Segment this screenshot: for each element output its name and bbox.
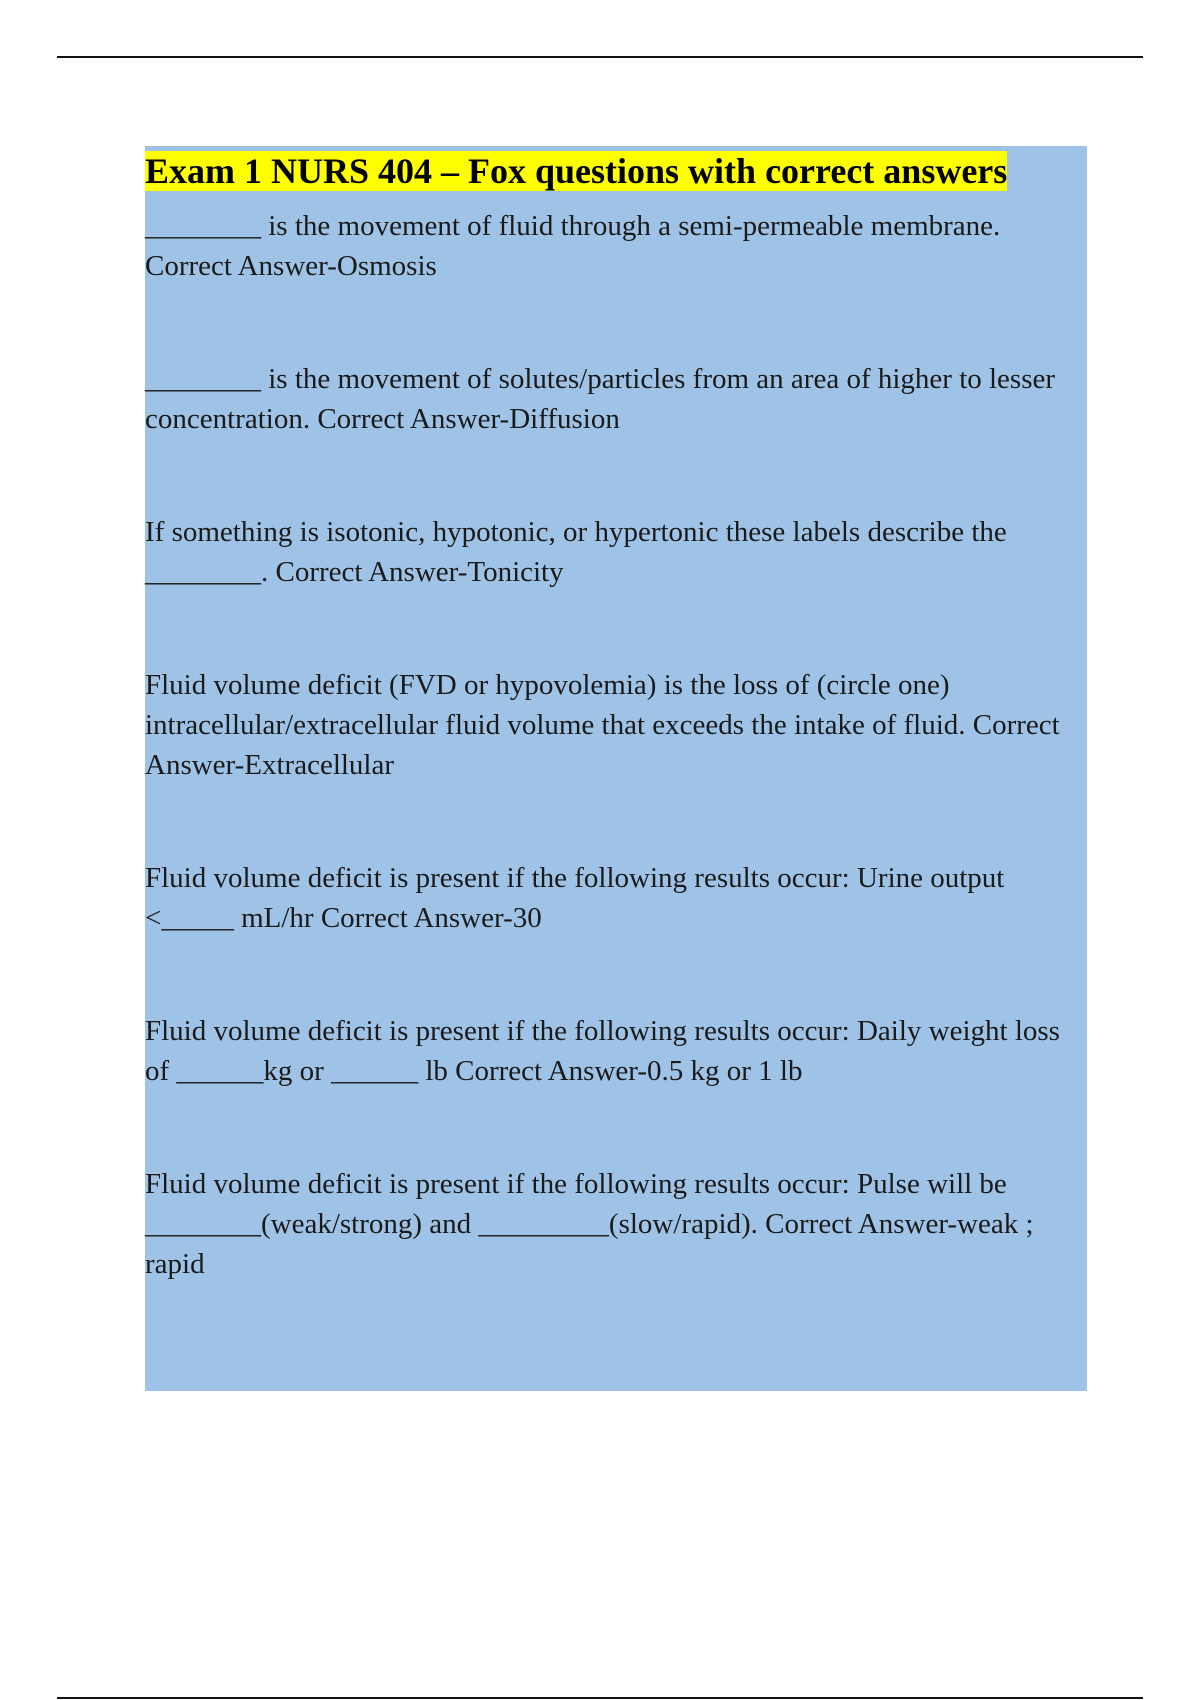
question-item: ________ is the movement of solutes/particles from an area of higher to lesser concentration. Correct Answer-Diffusion: [145, 363, 1056, 435]
question-item: Fluid volume deficit is present if the following results occur: Daily weight loss of ______kg or ______ lb Correct Answer-0.5 kg or 1 lb: [145, 1015, 1060, 1087]
page-bottom-rule: [57, 1697, 1143, 1699]
document-title-highlight: Exam 1 NURS 404 – Fox questions with correct answers: [145, 151, 1008, 191]
qa-content-block: [145, 146, 1087, 1391]
question-item: Fluid volume deficit is present if the following results occur: Urine output <_____ mL/hr Correct Answer-30: [145, 862, 1005, 934]
document-title: [145, 146, 1087, 197]
question-item: ________ is the movement of fluid through a semi-permeable membrane. Correct Answer-Osmosis: [145, 210, 1001, 282]
question-item: If something is isotonic, hypotonic, or hypertonic these labels describe the ________. Correct Answer-Tonicity: [145, 516, 1007, 588]
question-list: [145, 206, 1087, 1284]
question-item: Fluid volume deficit is present if the following results occur: Pulse will be ________(weak/strong) and _________(slow/rapid). Correct Answer-weak ; rapid: [145, 1168, 1034, 1280]
question-item: Fluid volume deficit (FVD or hypovolemia) is the loss of (circle one) intracellular/extracellular fluid volume that exceeds the intake of fluid. Correct Answer-Extracellular: [145, 669, 1060, 781]
page-top-rule: [57, 56, 1143, 58]
